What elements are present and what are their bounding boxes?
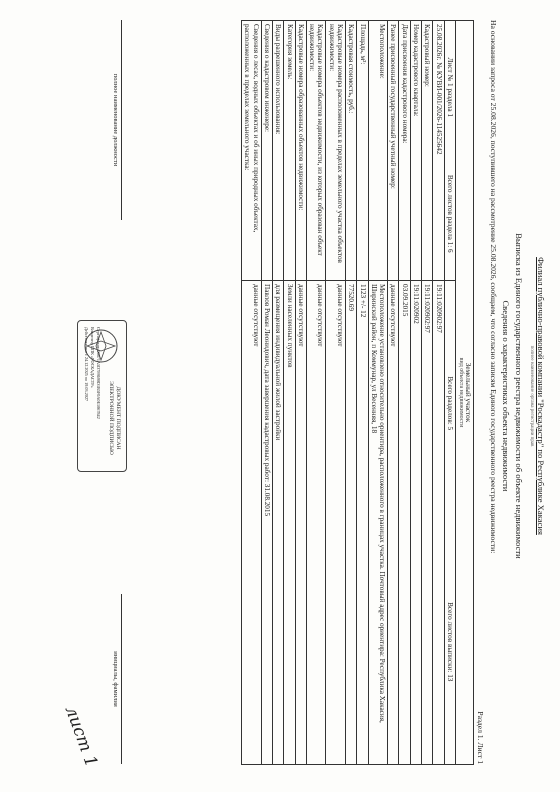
table-row xyxy=(433,21,444,765)
row-value: Земли населенных пунктов xyxy=(284,281,295,765)
sheet-info-row xyxy=(444,21,455,765)
row-label: Кадастровый номер: xyxy=(421,21,432,281)
row-value: 03.09.2015 xyxy=(399,281,410,765)
characteristics-table xyxy=(241,20,474,765)
sheets-in-section: Всего листов раздела 1: 6 xyxy=(445,174,454,253)
section-label: Раздел 1. Лист 1 xyxy=(476,711,485,764)
stamp-owner: Владелец: ППК «РОСКАДАСТР» xyxy=(90,327,95,388)
sheet-info-left xyxy=(444,21,455,281)
row-value: Павлов Роман Леонидович, дата завершения кадастровых работ: 31.08.2015 xyxy=(261,281,272,765)
table-row xyxy=(357,21,368,765)
row-label: Площадь, м²: xyxy=(357,21,368,281)
document-subtitle: Сведения о характеристиках объекта недвижимости xyxy=(501,300,511,492)
table-row xyxy=(346,21,357,765)
table-row xyxy=(242,21,262,765)
stamp-title-2: ЭЛЕКТРОННОЙ ПОДПИСЬЮ xyxy=(108,381,114,455)
row-value: 19:11:020902:97 xyxy=(421,281,432,765)
row-value: данные отсутствуют xyxy=(295,281,306,765)
stamp-title-1: ДОКУМЕНТ ПОДПИСАН xyxy=(115,386,121,450)
table-row xyxy=(388,21,399,765)
org-caption: полное наименование органа регистрации прав xyxy=(529,345,534,447)
table-row xyxy=(326,21,346,765)
row-label: Кадастровая стоимость, руб.: xyxy=(346,21,357,281)
sheet-number: Лист № 1 раздела 1 xyxy=(445,57,454,117)
row-value: 1123 +/- 12 xyxy=(357,281,368,765)
row-label: Ранее присвоенный государственный учетный номер: xyxy=(388,21,399,281)
table-row xyxy=(306,21,326,765)
handwritten-page-note: лист 1 xyxy=(60,703,102,770)
table-row xyxy=(284,21,295,765)
object-type: Земельный участок xyxy=(464,362,472,423)
row-label: Кадастровые номера образованных объектов недвижимости: xyxy=(295,21,306,281)
table-row xyxy=(273,21,284,765)
sheet-info-right xyxy=(444,281,455,765)
row-label: Сведения о кадастровом инженере: xyxy=(261,21,272,281)
table-row xyxy=(399,21,410,765)
row-label: 25.08.2026г. № КУВИ-001/2026-114525642 xyxy=(433,21,444,281)
stamp-cert: Сертификат: 00871A5D7F8690D1B5F0A0E1067842 xyxy=(96,327,101,419)
table-row xyxy=(295,21,306,765)
row-value: данные отсутствуют xyxy=(388,281,399,765)
row-value: Местоположение установлено относительно ориентира, расположенного в границах участка. Почтовый адрес ориентира: Республика Хакасия, Ширинский район, п Коммунар, ул Весенняя, 18 xyxy=(368,281,388,765)
document-title: Выписка из Единого государственного реестра недвижимости об объекте недвижимости xyxy=(514,233,524,559)
object-type-row xyxy=(455,21,473,765)
basis-statement: На основании запроса от 25.08.2026, поступившего на рассмотрение 25.08.2026, сообщаем, что согласно записям Единого государственного реестра недвижимости: xyxy=(489,20,498,554)
e-signature-stamp xyxy=(77,320,127,472)
sections-total: Всего разделов: 5 xyxy=(445,376,454,431)
row-value: данные отсутствуют xyxy=(306,281,326,765)
row-label: Категория земель: xyxy=(284,21,295,281)
row-label: Кадастровые номера объектов недвижимости, из которых образован объект недвижимости: xyxy=(306,21,326,281)
row-value: данные отсутствуют xyxy=(242,281,262,765)
row-label: Местоположение: xyxy=(368,21,388,281)
sheets-in-extract: Всего листов выписки: 13 xyxy=(445,602,454,682)
row-label: Виды разрешенного использования: xyxy=(273,21,284,281)
org-name: Филиал публично-правовой компании "Роскадастр" по Республике Хакасия xyxy=(536,257,546,535)
row-label: Номер кадастрового квартала: xyxy=(410,21,421,281)
row-label: Сведения о лесах, водных объектах и об иных природных объектах, расположенных в пределах земельного участка: xyxy=(242,21,262,281)
row-value: 19:11:020902:97 xyxy=(433,281,444,765)
row-value: 77520.69 xyxy=(346,281,357,765)
row-value: для размещения индивидуальной жилой застройки xyxy=(273,281,284,765)
object-type-cell xyxy=(455,21,473,765)
row-value: 19:11:020902 xyxy=(410,281,421,765)
name-caption: инициалы, фамилия xyxy=(112,594,122,764)
position-caption: полное наименование должности xyxy=(112,20,122,220)
signature-area xyxy=(62,20,122,764)
stamp-valid: Действителен: с 24.12.2025 по 19.03.2027 xyxy=(84,327,89,402)
row-value: данные отсутствуют xyxy=(326,281,346,765)
table-row xyxy=(261,21,272,765)
table-row xyxy=(410,21,421,765)
row-label: Кадастровые номера расположенных в пределах земельного участка объектов недвижимости: xyxy=(326,21,346,281)
object-type-caption: вид объекта недвижимости xyxy=(457,357,464,428)
table-row xyxy=(368,21,388,765)
row-label: Дата присвоения кадастрового номера: xyxy=(399,21,410,281)
table-row xyxy=(421,21,432,765)
